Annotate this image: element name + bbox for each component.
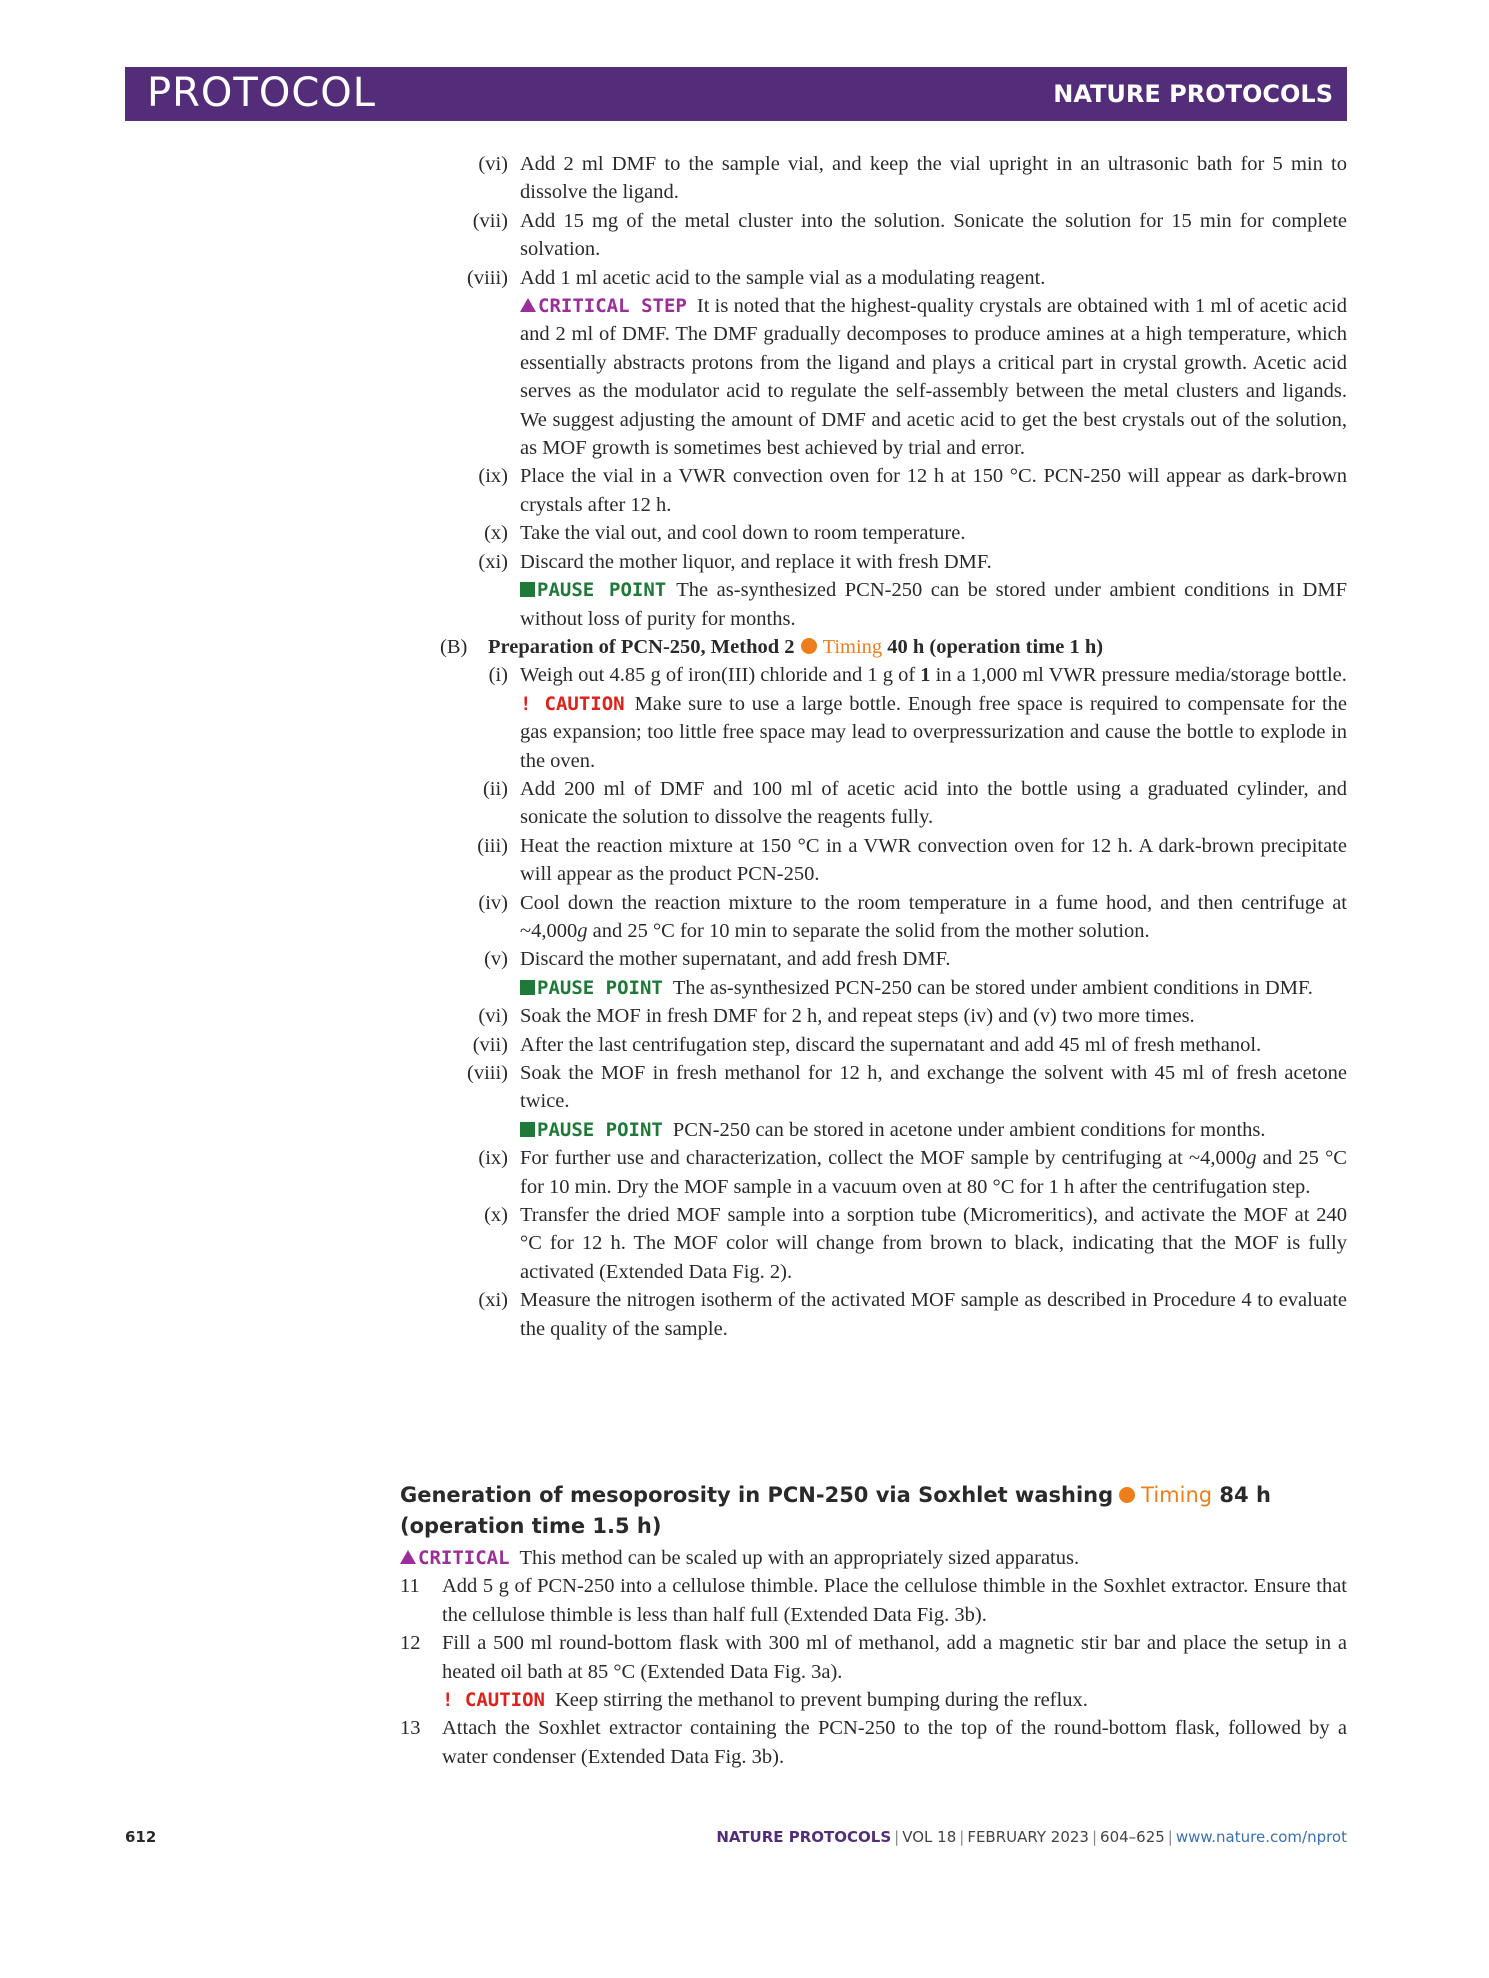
- pause-square-icon: [520, 980, 535, 995]
- section-label: PROTOCOL: [147, 70, 377, 116]
- soxhlet-section: [400, 1480, 1347, 1771]
- pause-point-label: PAUSE POINT: [520, 977, 663, 999]
- pause-point-label: PAUSE POINT: [520, 1119, 663, 1141]
- step-11: 11 Add 5 g of PCN-250 into a cellulose thimble. Place the cellulose thimble in the Soxhlet extractor. Ensure that the cellulose thimble is less than half full (Extended Data Fig. 3b).: [400, 1575, 1347, 1626]
- caution-label: ! CAUTION: [442, 1689, 545, 1712]
- step-b-vii: (vii) After the last centrifugation step, discard the supernatant and add 45 ml of fresh methanol.: [472, 1033, 1262, 1056]
- step-b-ii: (ii) Add 200 ml of DMF and 100 ml of acetic acid into the bottle using a graduated cylinder, and sonicate the solution to dissolve the reagents fully.: [482, 777, 1347, 829]
- step-13: 13 Attach the Soxhlet extractor containing the PCN-250 to the top of the round-bottom flask, followed by a water condenser (Extended Data Fig. 3b).: [400, 1717, 1347, 1768]
- triangle-icon: [520, 298, 536, 312]
- step-b-i: (i) Weigh out 4.85 g of iron(III) chloride and 1 g of 1 in a 1,000 ml VWR pressure media/storage bottle.: [488, 664, 1347, 687]
- pause-square-icon: [520, 582, 535, 597]
- step-b-xi: (xi) Measure the nitrogen isotherm of the activated MOF sample as described in Procedure 4 to evaluate the quality of the sample.: [478, 1289, 1347, 1340]
- triangle-icon: [400, 1550, 416, 1564]
- pause-point-note-2: PAUSE POINT The as-synthesized PCN-250 can be stored under ambient conditions in DMF.: [400, 974, 1347, 1002]
- protocol-steps: [400, 150, 1347, 1343]
- critical-note: CRITICAL This method can be scaled up with an appropriately sized apparatus.: [400, 1544, 1347, 1572]
- step-b-viii: (viii) Soak the MOF in fresh methanol for 12 h, and exchange the solvent with 45 ml of fresh acetone twice.: [467, 1062, 1347, 1113]
- step-b-x: (x) Transfer the dried MOF sample into a sorption tube (Micromeritics), and activate the MOF at 240 °C for 12 h. The MOF color will change from brown to black, indicating that the MOF is fully activated (Extended Data Fig. 2).: [484, 1204, 1347, 1283]
- caution-note-2: ! CAUTION Keep stirring the methanol to prevent bumping during the reflux.: [442, 1689, 1088, 1712]
- pause-point-note: PAUSE POINT The as-synthesized PCN-250 can be stored under ambient conditions in DMF without loss of purity for months.: [520, 579, 1347, 630]
- critical-step-note: CRITICAL STEP It is noted that the highest-quality crystals are obtained with 1 ml of acetic acid and 2 ml of DMF. The DMF gradually decomposes to produce amines at a high temperature, which essentially abstracts protons from the ligand and plays a critical part in crystal growth. Acetic acid serves as the modulator acid to regulate the self-assembly between the metal clusters and ligands. We suggest adjusting the amount of DMF and acetic acid to get the best crystals out of the solution, as MOF growth is sometimes best achieved by trial and error.: [520, 295, 1347, 460]
- page-number: 612: [125, 1828, 157, 1846]
- critical-label: CRITICAL: [400, 1547, 510, 1569]
- step-ix: (ix) Place the vial in a VWR convection oven for 12 h at 150 °C. PCN-250 will appear as dark-brown crystals after 12 h.: [478, 465, 1347, 516]
- method-2-heading: (B) Preparation of PCN-250, Method 2 Timing 40 h (operation time 1 h): [440, 635, 1104, 658]
- page-header: [125, 67, 1347, 121]
- step-vi: (vi) Add 2 ml DMF to the sample vial, and keep the vial upright in an ultrasonic bath for 5 min to dissolve the ligand.: [478, 153, 1347, 204]
- caution-note: ! CAUTION Make sure to use a large bottle. Enough free space is required to compensate for the gas expansion; too little free space may lead to overpressurization and cause the bottle to explode in the oven.: [520, 692, 1347, 772]
- critical-step-label: CRITICAL STEP: [520, 295, 687, 317]
- journal-label: NATURE PROTOCOLS: [1053, 80, 1333, 108]
- step-b-v: (v) Discard the mother supernatant, and add fresh DMF.: [484, 948, 951, 971]
- caution-label: ! CAUTION: [520, 692, 625, 715]
- step-xi: (xi) Discard the mother liquor, and replace it with fresh DMF.: [478, 550, 992, 573]
- step-b-iv: (iv) Cool down the reaction mixture to the room temperature in a fume hood, and then centrifuge at ~4,000g and 25 °C for 10 min to separate the solid from the mother solution.: [478, 891, 1347, 942]
- citation: NATURE PROTOCOLS | VOL 18 | FEBRUARY 2023 | 604–625 | www.nature.com/nprot: [716, 1828, 1347, 1846]
- step-viii: (viii) Add 1 ml acetic acid to the sample vial as a modulating reagent.: [467, 266, 1046, 289]
- step-b-ix: (ix) For further use and characterization, collect the MOF sample by centrifuging at ~4,000g and 25 °C for 10 min. Dry the MOF sample in a vacuum oven at 80 °C for 1 h after the centrifugation step.: [478, 1147, 1347, 1198]
- pause-point-note-3: PAUSE POINT PCN-250 can be stored in acetone under ambient conditions for months.: [400, 1116, 1347, 1144]
- section-title: Generation of mesoporosity in PCN-250 via Soxhlet washing Timing 84 h (operation time 1.5 h): [400, 1483, 1271, 1538]
- page-footer: [125, 1828, 1347, 1852]
- pause-square-icon: [520, 1122, 535, 1137]
- pause-point-label: PAUSE POINT: [520, 579, 666, 601]
- step-b-vi: (vi) Soak the MOF in fresh DMF for 2 h, and repeat steps (iv) and (v) two more times.: [478, 1005, 1195, 1028]
- step-vii: (vii) Add 15 mg of the metal cluster into the solution. Sonicate the solution for 15 min for complete solvation.: [472, 209, 1347, 261]
- timing-dot-icon: [1119, 1487, 1135, 1503]
- step-12: 12 Fill a 500 ml round-bottom flask with 300 ml of methanol, add a magnetic stir bar and place the setup in a heated oil bath at 85 °C (Extended Data Fig. 3a).: [400, 1632, 1347, 1683]
- journal-link[interactable]: www.nature.com/nprot: [1175, 1828, 1347, 1846]
- step-x: (x) Take the vial out, and cool down to room temperature.: [484, 522, 966, 545]
- timing-dot-icon: [801, 638, 817, 654]
- step-b-iii: (iii) Heat the reaction mixture at 150 °C in a VWR convection oven for 12 h. A dark-brown precipitate will appear as the product PCN-250.: [477, 834, 1347, 886]
